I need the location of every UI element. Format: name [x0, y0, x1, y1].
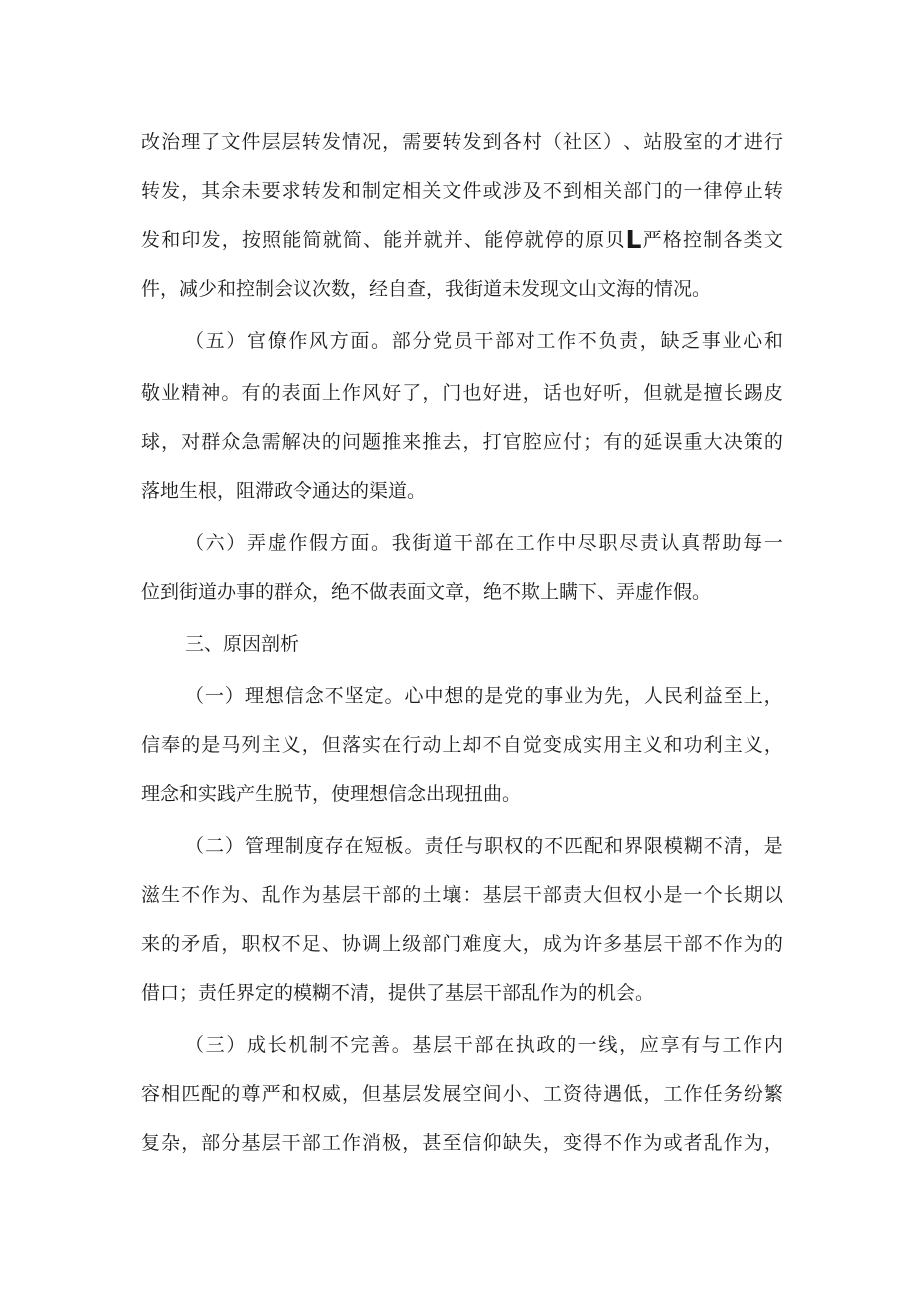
- paragraph-line: 位到街道办事的群众，绝不做表面文章，绝不欺上瞒下、弄虚作假。: [141, 581, 712, 603]
- paragraph-line: 转 发 ， 其 余 未 要 求 转 发 和 制 定 相 关 文 件 或 涉 及 不 到 相 关 部 门 的 一 律 停 止 转: [141, 180, 783, 202]
- paragraph-line: 容 相 匹 配 的 尊 严 和 权 威 ， 但 基 层 发 展 空 间 小 、 工 资 待 遇 低 ， 工 作 任 务 纷 繁: [141, 1083, 783, 1105]
- paragraph-line: 借口；责任界定的模糊不清，提供了基层干部乱作为的机会。: [141, 982, 655, 1004]
- paragraph-line: 敬 业 精 神 。 有 的 表 面 上 作 风 好 了 ， 门 也 好 进 ， 话 也 好 听 ， 但 就 是 擅 长 踢 皮: [141, 382, 783, 404]
- paragraph-line: 改 治 理 了 文 件 层 层 转 发 情 况 ， 需 要 转 发 到 各 村 （ 社 区 ） 、 站 股 室 的 才 进 行: [141, 131, 783, 153]
- paragraph-line: （ 六 ） 弄 虚 作 假 方 面 。 我 街 道 干 部 在 工 作 中 尽 职 尽 责 认 真 帮 助 每 一: [185, 532, 783, 554]
- paragraph-line: 件，减少和控制会议次数，经自查，我街道未发现文山文海的情况。: [141, 278, 712, 300]
- paragraph-line: 发 和 印 发 ， 按 照 能 简 就 简 、 能 并 就 并 、 能 停 就 停 的 原 贝 L 严 格 控 制 各 类 文: [141, 225, 783, 254]
- paragraph-line: 球 ， 对 群 众 急 需 解 决 的 问 题 推 来 推 去 ， 打 官 腔 应 付 ； 有 的 延 误 重 大 决 策 的: [141, 431, 783, 453]
- section-heading: 三、原因剖析: [185, 633, 300, 655]
- paragraph-line: （ 二 ） 管 理 制 度 存 在 短 板 。 责 任 与 职 权 的 不 匹 配 和 界 限 模 糊 不 清 ， 是: [185, 835, 783, 857]
- paragraph-line: 复 杂 ， 部 分 基 层 干 部 工 作 消 极 ， 甚 至 信 仰 缺 失 ， 变 得 不 作 为 或 者 乱 作 为 ，: [141, 1132, 783, 1154]
- paragraph-line: 理念和实践产生脱节，使理想信念出现扭曲。: [141, 783, 522, 805]
- paragraph-line: （ 五 ） 官 僚 作 风 方 面 。 部 分 党 员 干 部 对 工 作 不 负 责 ， 缺 乏 事 业 心 和: [185, 330, 783, 352]
- paragraph-line: （ 一 ） 理 想 信 念 不 坚 定 。 心 中 想 的 是 党 的 事 业 为 先 ， 人 民 利 益 至 上 ，: [185, 685, 783, 707]
- paragraph-line: 来 的 矛 盾 ， 职 权 不 足 、 协 调 上 级 部 门 难 度 大 ， 成 为 许 多 基 层 干 部 不 作 为 的: [141, 933, 783, 955]
- paragraph-line: 落地生根，阻滞政令通达的渠道。: [141, 480, 427, 502]
- paragraph-line: （ 三 ） 成 长 机 制 不 完 善 。 基 层 干 部 在 执 政 的 一 线 ， 应 享 有 与 工 作 内: [185, 1034, 783, 1056]
- paragraph-line: 信 奉 的 是 马 列 主 义 ， 但 落 实 在 行 动 上 却 不 自 觉 变 成 实 用 主 义 和 功 利 主 义 ，: [141, 734, 783, 756]
- paragraph-line: 滋 生 不 作 为 、 乱 作 为 基 层 干 部 的 土 壤 ： 基 层 干 部 责 大 但 权 小 是 一 个 长 期 以: [141, 884, 783, 906]
